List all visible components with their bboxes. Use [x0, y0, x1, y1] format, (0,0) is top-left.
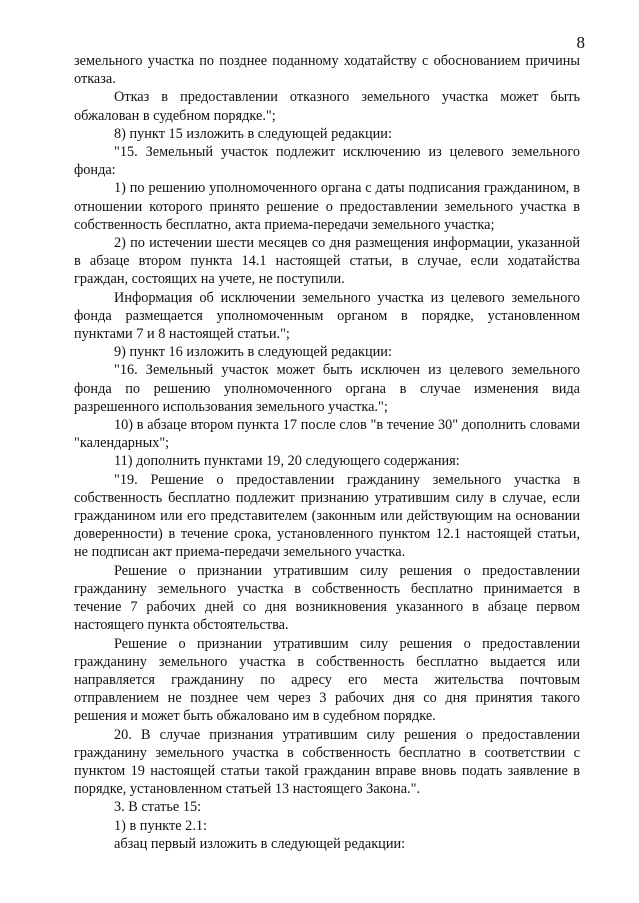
- paragraph: 1) по решению уполномоченного органа с даты подписания гражданином, в отношении которого принято решение о предоставлении земельного участка в собственность бесплатно, акта приема-передачи земельного участка;: [74, 180, 580, 233]
- paragraph: 3. В статье 15:: [114, 799, 202, 816]
- paragraph: Отказ в предоставлении отказного земельного участка может быть обжалован в судебном порядке.";: [74, 89, 580, 124]
- paragraph: Информация об исключении земельного участка из целевого земельного фонда размещается уполномоченным органом в порядке, установленном пунктами 7 и 8 настоящей статьи.";: [74, 289, 580, 343]
- paragraph: "19. Решение о предоставлении гражданину земельного участка в собственность бесплатно подлежит признанию утратившим силу в случае, если гражданином или его представителем (законным или действующим на основании доверенности) в течение срока, установленного пунктом 12.1 настоящей статьи, не подписан акт приема-передачи земельного участка.: [74, 471, 580, 561]
- paragraph: абзац первый изложить в следующей редакции:: [114, 835, 406, 852]
- paragraph: "16. Земельный участок может быть исключен из целевого земельного фонда по решению уполномоченного органа в случае изменения вида разрешенного использования земельного участка.";: [74, 362, 580, 415]
- document-body: [74, 52, 580, 853]
- paragraph: Решение о признании утратившим силу решения о предоставлении гражданину земельного участка в собственность бесплатно принимается в течение 7 рабочих дней со дня возникновения указанного в абзаце первом настоящего пункта обстоятельства.: [74, 562, 580, 634]
- paragraph: "15. Земельный участок подлежит исключению из целевого земельного фонда:: [74, 144, 580, 179]
- paragraph: 20. В случае признания утратившим силу решения о предоставлении гражданину земельного участка в собственность бесплатно в соответствии с пунктом 19 настоящей статьи такой гражданин вправе вновь подать заявление в порядке, установленном статьей 13 настоящего Закона.".: [74, 726, 580, 798]
- paragraph: Решение о признании утратившим силу решения о предоставлении гражданину земельного участка в собственность бесплатно выдается или направляется гражданину по адресу его места жительства почтовым отправлением не позднее чем через 3 рабочих дня со дня принятия такого решения и может быть обжаловано им в судебном порядке.: [74, 635, 580, 725]
- page-number: 8: [576, 33, 585, 52]
- paragraph: 2) по истечении шести месяцев со дня размещения информации, указанной в абзаце втором пункта 14.1 настоящей статьи, в случае, если ходатайства граждан, состоящих на учете, не поступили.: [74, 235, 580, 288]
- paragraph: 8) пункт 15 изложить в следующей редакции:: [114, 125, 392, 142]
- paragraph: 10) в абзаце втором пункта 17 после слов "в течение 30" дополнить словами "календарных";: [74, 417, 580, 452]
- paragraph: 11) дополнить пунктами 19, 20 следующего содержания:: [114, 453, 460, 470]
- paragraph: земельного участка по позднее поданному ходатайству с обоснованием причины отказа.: [74, 53, 580, 88]
- paragraph: 9) пункт 16 изложить в следующей редакции:: [114, 344, 392, 361]
- paragraph: 1) в пункте 2.1:: [114, 817, 208, 834]
